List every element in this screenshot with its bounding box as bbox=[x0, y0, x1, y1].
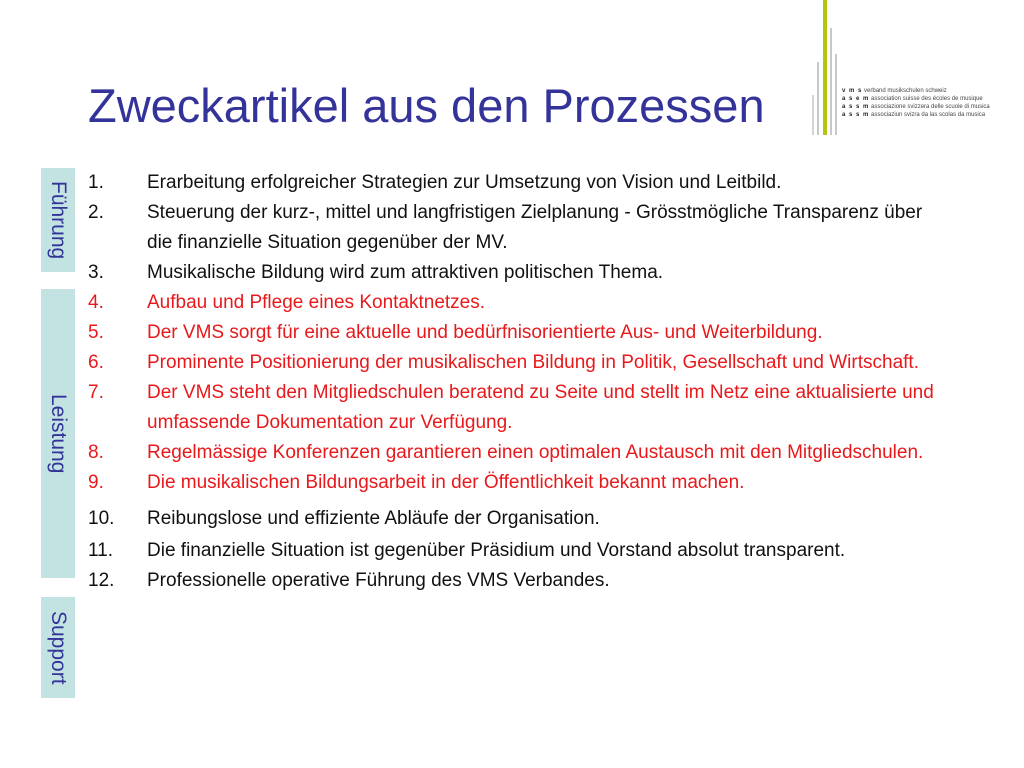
logo-line: v m s verband musikschulen schweiz bbox=[842, 88, 947, 94]
list-item: 6. Prominente Positionierung der musikalischen Bildung in Politik, Gesellschaft und Wirtschaft. bbox=[88, 352, 919, 373]
logo-gray-line bbox=[812, 95, 814, 135]
logo-gray-line bbox=[817, 62, 819, 135]
logo-line: a s s m associaziun svizra da las scolas da musica bbox=[842, 112, 986, 118]
list-item: 2. Steuerung der kurz-, mittel und langfristigen Zielplanung - Grösstmögliche Transparenz über die finanzielle Situation gegenüber der MV. bbox=[88, 202, 923, 253]
logo-line: a s e m association suisse des écoles de musique bbox=[842, 96, 983, 102]
list-item: 10. Reibungslose und effiziente Abläufe der Organisation. bbox=[88, 508, 600, 529]
vms-logo-text bbox=[842, 87, 990, 119]
list-item: 11. Die finanzielle Situation ist gegenüber Präsidium und Vorstand absolut transparent. bbox=[88, 540, 846, 561]
list-item: 1. Erarbeitung erfolgreicher Strategien zur Umsetzung von Vision und Leitbild. bbox=[88, 172, 782, 193]
purpose-list bbox=[88, 168, 948, 596]
category-label-leistung: Leistung bbox=[41, 289, 75, 578]
vms-logo-lines bbox=[0, 0, 1024, 140]
list-item: 12. Professionelle operative Führung des VMS Verbandes. bbox=[88, 570, 610, 591]
list-item: 7. Der VMS steht den Mitgliedschulen beratend zu Seite und stellt im Netz eine aktualisierte und umfassende Dokumentation zur Verfügung. bbox=[88, 382, 934, 433]
logo-green-line bbox=[823, 0, 827, 135]
slide-title: Zweckartikel aus den Prozessen bbox=[88, 79, 765, 132]
logo-line: a s s m associazione svizzera delle scuole di musica bbox=[842, 104, 990, 110]
logo-gray-line bbox=[830, 28, 832, 135]
list-item: 9. Die musikalischen Bildungsarbeit in der Öffentlichkeit bekannt machen. bbox=[88, 472, 745, 493]
list-item: 5. Der VMS sorgt für eine aktuelle und bedürfnisorientierte Aus- und Weiterbildung. bbox=[88, 322, 823, 343]
logo-gray-line bbox=[835, 54, 837, 135]
list-item: 4. Aufbau und Pflege eines Kontaktnetzes. bbox=[88, 292, 486, 313]
list-item: 8. Regelmässige Konferenzen garantieren einen optimalen Austausch mit den Mitgliedschulen. bbox=[88, 442, 924, 463]
category-label-fuehrung: Führung bbox=[41, 168, 75, 272]
category-label-support: Support bbox=[41, 597, 75, 698]
list-item: 3. Musikalische Bildung wird zum attraktiven politischen Thema. bbox=[88, 262, 664, 283]
